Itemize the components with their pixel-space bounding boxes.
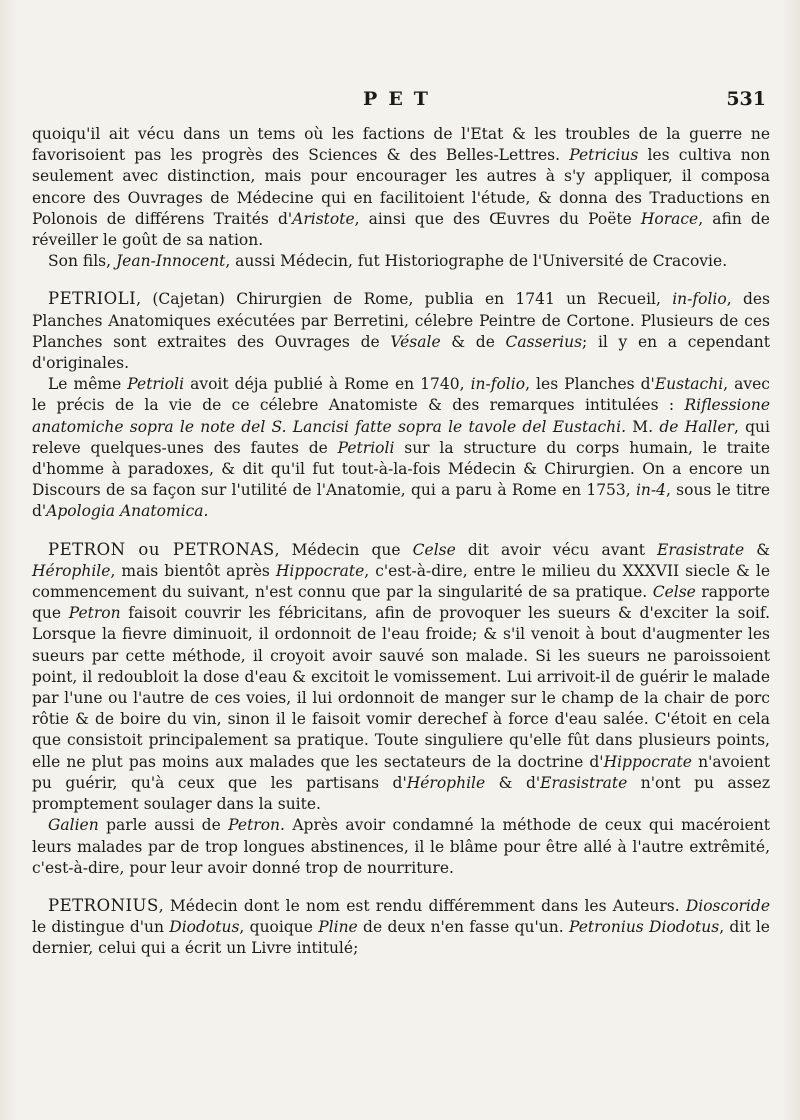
italic-text: Hérophile [32,561,111,580]
entry-headword: PETRIOLI [48,289,137,309]
italic-text: Hérophile [406,773,486,792]
entry-headword: PETRON ou PETRONAS [48,539,275,559]
text-run: n'avoient pu guérir, qu'à ceux que les partisans d' [32,752,771,792]
italic-text: Casserius [505,332,583,351]
text-run: le distingue d'un [32,918,170,937]
italic-text: Galien [48,816,99,835]
italic-text: Jean-Innocent [115,252,226,271]
text-run: , des Planches Anatomiques exécutées par Berretini, célebre Peintre de Cortone. Plusieurs de ces Planches sont extraites des Ouvrages de [32,290,770,351]
text-run: , c'est-à-dire, entre le milieu du XXXVII siecle & le commencement du suivant, n'est connu que par la singularité de sa pratique. [32,561,770,602]
text-run: ; il y en a cependant d'originales. [32,332,771,373]
italic-text: in-folio [672,290,727,309]
text-run: , qui releve quelques-unes des fautes de [32,417,770,457]
italic-text: Petron. [228,816,285,835]
entry-headword: PETRONIUS [48,895,159,915]
text-run: rapporte que [32,583,770,623]
italic-text: Erasistrate [540,773,628,792]
text-run: parle aussi de [98,816,229,835]
text-run: , (Cajetan) Chirurgien de Rome, publia en 1741 un Recueil, [136,290,673,309]
italic-text: Vésale [390,332,441,351]
italic-text: de Haller [659,417,734,436]
italic-text: Petrioli [127,375,185,394]
italic-text: Petricius [569,146,639,165]
italic-text: Diodotus [169,918,240,937]
text-run: Son fils, [48,252,116,271]
text-run: M. [626,417,660,436]
paragraph [32,124,770,251]
text-run: , mais bientôt après [110,561,276,580]
body-text [32,124,770,960]
text-run: , afin de réveiller le goût de sa nation. [32,209,770,250]
italic-text: Petronius Diodotus [569,918,720,937]
italic-text: Petron [68,604,121,623]
paragraph [32,251,770,272]
text-run: , Médecin que [274,540,413,559]
text-run: quoiqu'il ait vécu dans un tems où les factions de l'Etat & les troubles de la guerre ne favorisoient pas les progrès des Sciences & des Belles-Lettres. [32,125,770,165]
text-run: Après avoir condamné la méthode de ceux qui macéroient leurs malades par de trop longues abstinences, il le blâme pour être allé à l'autre extrêmité, c'est-à-dire, pour leur avoir donné trop de nourriture. [32,816,770,877]
italic-text: Riflessione anatomiche sopra le note del S. Lancisi fatte sopra le tavole del Eustachi. [32,396,770,436]
paragraph [32,374,770,522]
text-run: , avec le précis de la vie de ce célebre Anatomiste & des remarques intitulées : [32,375,770,415]
text-run: & de [440,332,506,351]
text-run: de deux n'en fasse qu'un. [357,918,569,937]
italic-text: Apologia Anatomica. [46,502,209,521]
text-run: & [744,540,771,559]
dictionary-entry-paragraph [32,539,770,816]
text-run: , sous le titre d' [32,481,770,521]
text-run: avoit déja publié à Rome en 1740, [184,375,471,394]
italic-text: Petrioli [337,438,395,457]
text-run: Le même [48,375,128,394]
italic-text: Celse [412,540,456,559]
italic-text: Celse [652,583,696,602]
italic-text: Dioscoride [685,896,770,915]
text-run: , ainsi que des Œuvres du Poëte [354,209,641,228]
italic-text: Erasistrate [657,540,745,559]
paragraph [32,815,770,879]
text-run: & d' [485,773,541,792]
text-run: n'ont pu assez promptement soulager dans la suite. [32,773,770,814]
text-run: sur la structure du corps humain, le traite d'homme à paradoxes, & dit qu'il fut tout-à-la-fois Médecin & Chirurgien. On a encore un Discours de sa façon sur l'utilité de l'Anatomie, qui a paru à Rome en 1753, [32,438,770,500]
dictionary-entry-paragraph [32,288,770,374]
dictionary-entry-paragraph [32,895,770,960]
running-title: PET [363,88,439,110]
text-run: , dit le dernier, celui qui a écrit un Livre intitulé; [32,918,770,958]
running-head [32,88,770,118]
text-run: dit avoir vécu avant [455,540,658,559]
text-run: les cultiva non seulement avec distinction, mais pour encourager les autres à s'y appliquer, il composa encore des Ouvrages de Médecine qui en facilitoient l'étude, & donna des Traductions en Polonois de différens Traités d' [32,146,770,228]
text-run: faisoit couvrir les fébricitans, afin de provoquer les sueurs & d'exciter la soif. Lorsque la fievre diminuoit, il ordonnoit de l'eau froide; & s'il venoit à bout d'augmenter les sueurs par cette méthode, il croyoit avoir sauvé son malade. Si les sueurs ne paroissoient point, il redoubloit la dose d'eau & excitoit le vomissement. Lui arrivoit-il de guérir le malade par l'une ou l'autre de ces voies, il lui ordonnoit de manger sur le champ de la chair de porc rôtie & de boire du vin, sinon il le faisoit vomir derechef à force d'eau salée. C'étoit en cela que consistoit principalement sa pratique. Toute singuliere qu'elle fût dans plusieurs points, elle ne plut pas moins aux malades que les sectateurs de la doctrine d' [32,604,770,771]
italic-text: Pline [318,918,358,937]
text-run: , quoique [239,918,319,937]
italic-text: in-4 [635,481,666,500]
italic-text: Horace [640,209,699,228]
italic-text: Eustachi [654,375,724,394]
italic-text: Aristote [292,209,355,228]
page-number: 531 [726,88,766,110]
italic-text: Hippocrate [275,561,365,580]
text-run: , Médecin dont le nom est rendu différemment dans les Auteurs. [158,896,686,915]
italic-text: in-folio [470,375,526,394]
text-run: , aussi Médecin, fut Historiographe de l'Université de Cracovie. [225,252,728,271]
text-run: , les Planches d' [525,375,655,394]
italic-text: Hippocrate [603,752,692,771]
